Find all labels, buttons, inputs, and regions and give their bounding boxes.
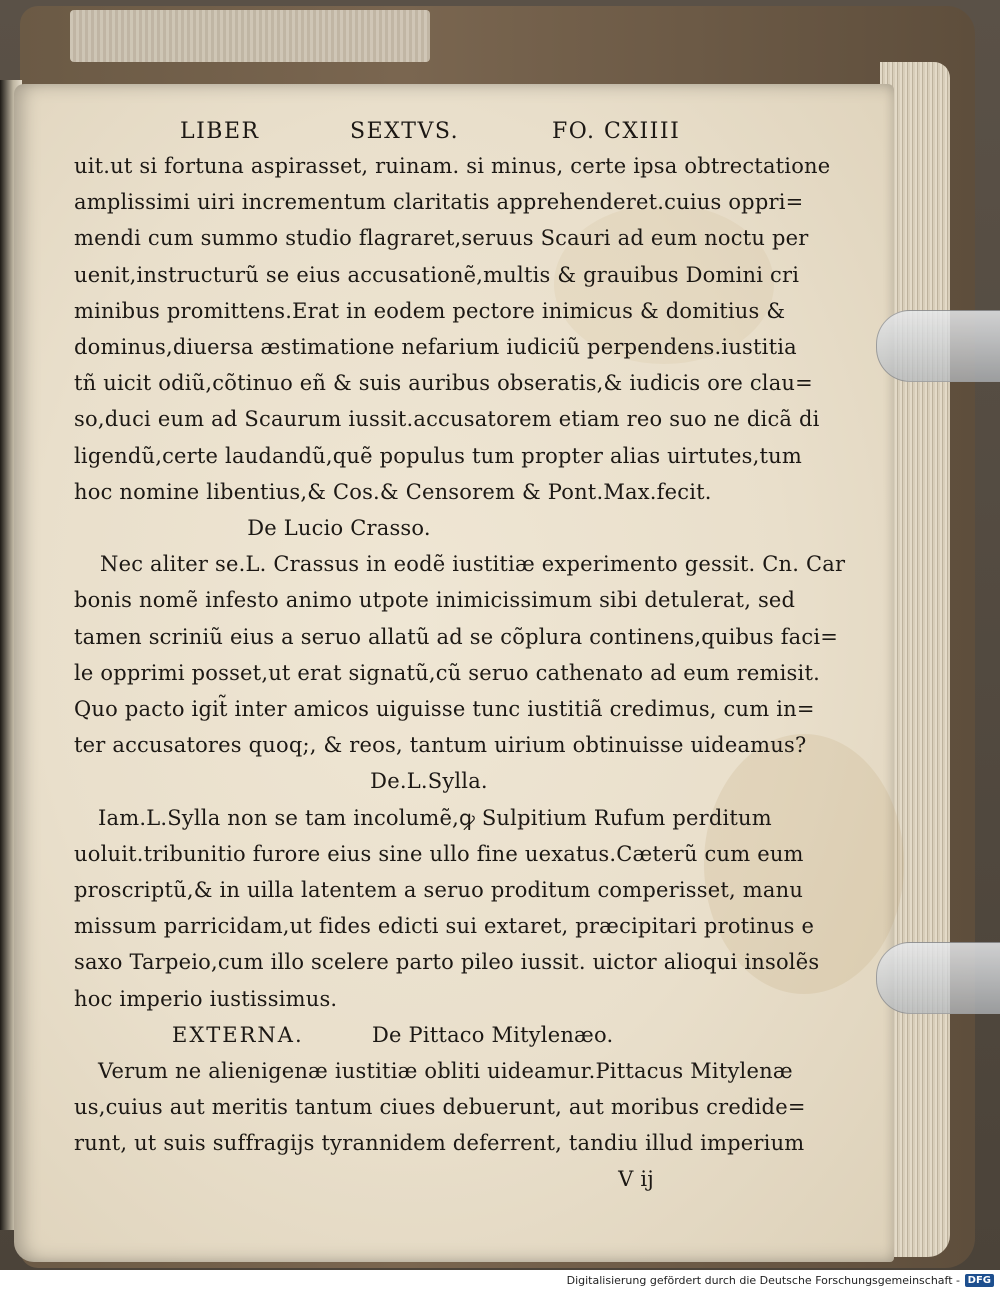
text-line: so,duci eum ad Scaurum iussit.accusatorem etiam reo suo ne dicã di bbox=[74, 407, 820, 432]
text-line: ter accusatores quoq;, & reos, tantum uirium obtinuisse uideamus? bbox=[74, 733, 807, 758]
text-line: tñ uicit odiũ,cõtinuo eñ & suis auribus obseratis,& iudicis ore clau= bbox=[74, 371, 813, 396]
header-left: LIBER bbox=[180, 119, 260, 144]
text-line: proscriptũ,& in uilla latentem a seruo proditum comperisset, manu bbox=[74, 878, 804, 903]
section-heading: De.L.Sylla. bbox=[370, 769, 488, 794]
page-edges-top bbox=[70, 10, 430, 62]
text-line: missum parricidam,ut fides edicti sui extaret, præcipitari protinus e bbox=[74, 914, 815, 939]
pittacus-heading: De Pittaco Mitylenæo. bbox=[372, 1022, 614, 1047]
text-line: Verum ne alienigenæ iustitiæ obliti uideamur.Pittacus Mitylenæ bbox=[98, 1058, 793, 1083]
text-line: hoc nomine libentius,& Cos.& Censorem & Pont.Max.fecit. bbox=[74, 479, 712, 504]
page-clip-upper bbox=[876, 310, 1000, 382]
running-header bbox=[74, 112, 724, 148]
externa-heading: EXTERNA. bbox=[172, 1022, 304, 1047]
text-line: uit.ut si fortuna aspirasset, ruinam. si minus, certe ipsa obtrectatione bbox=[74, 154, 831, 178]
signature-mark: V ij bbox=[618, 1167, 654, 1192]
text-line: us,cuius aut meritis tantum ciues debuerunt, aut moribus credide= bbox=[74, 1095, 806, 1120]
text-line: mendi cum summo studio flagraret,seruus Scauri ad eum noctu per bbox=[74, 226, 809, 251]
text-line: minibus promittens.Erat in eodem pectore inimicus & domitius & bbox=[74, 298, 786, 323]
text-line: uoluit.tribunitio furore eius sine ullo fine uexatus.Cæterũ cum eum bbox=[74, 841, 804, 866]
text-line: Iam.L.Sylla non se tam incolumẽ,ꝙ Sulpitium Rufum perditum bbox=[98, 805, 772, 830]
text-line: Quo pacto igit̃ inter amicos uiguisse tunc iustitiã credimus, cum in= bbox=[74, 697, 815, 722]
text-line: dominus,diuersa æstimatione nefarium iudiciũ perpendens.iustitia bbox=[74, 335, 797, 360]
text-line: amplissimi uiri incrementum claritatis apprehenderet.cuius oppri= bbox=[74, 190, 804, 215]
header-center: SEXTVS. bbox=[350, 119, 460, 144]
text-line: uenit,instructurũ se eius accusationẽ,multis & grauibus Domini cri bbox=[74, 262, 800, 287]
footer-bar bbox=[0, 1270, 1000, 1292]
text-line: hoc imperio iustissimus. bbox=[74, 986, 338, 1011]
text-line: Nec aliter se.L. Crassus in eodẽ iustitiæ experimento gessit. Cn. Car bbox=[100, 552, 846, 577]
text-line: runt, ut suis suffragijs tyrannidem deferrent, tandiu illud imperium bbox=[74, 1131, 805, 1156]
dfg-logo: DFG bbox=[965, 1274, 994, 1287]
text-line: ligendũ,certe laudandũ,quẽ populus tum propter alias uirtutes,tum bbox=[74, 443, 803, 468]
text-line: bonis nomẽ infesto animo utpote inimicissimum sibi detulerat, sed bbox=[74, 588, 796, 613]
page-text bbox=[74, 112, 846, 1198]
section-heading: De Lucio Crasso. bbox=[247, 516, 431, 541]
text-line: saxo Tarpeio,cum illo scelere parto pileo iussit. uictor alioqui insolẽs bbox=[74, 950, 820, 975]
folio-number: FO. CXIIII bbox=[552, 119, 681, 144]
text-line: le opprimi posset,ut erat signatũ,cũ seruo cathenato ad eum remisit. bbox=[74, 660, 820, 685]
section-heading-externa bbox=[74, 1017, 724, 1053]
page-clip-lower bbox=[876, 942, 1000, 1014]
funding-credit: Digitalisierung gefördert durch die Deutsche Forschungsgemeinschaft - bbox=[566, 1274, 960, 1287]
text-line: tamen scriniũ eius a seruo allatũ ad se cõplura continens,quibus faci= bbox=[74, 624, 839, 649]
